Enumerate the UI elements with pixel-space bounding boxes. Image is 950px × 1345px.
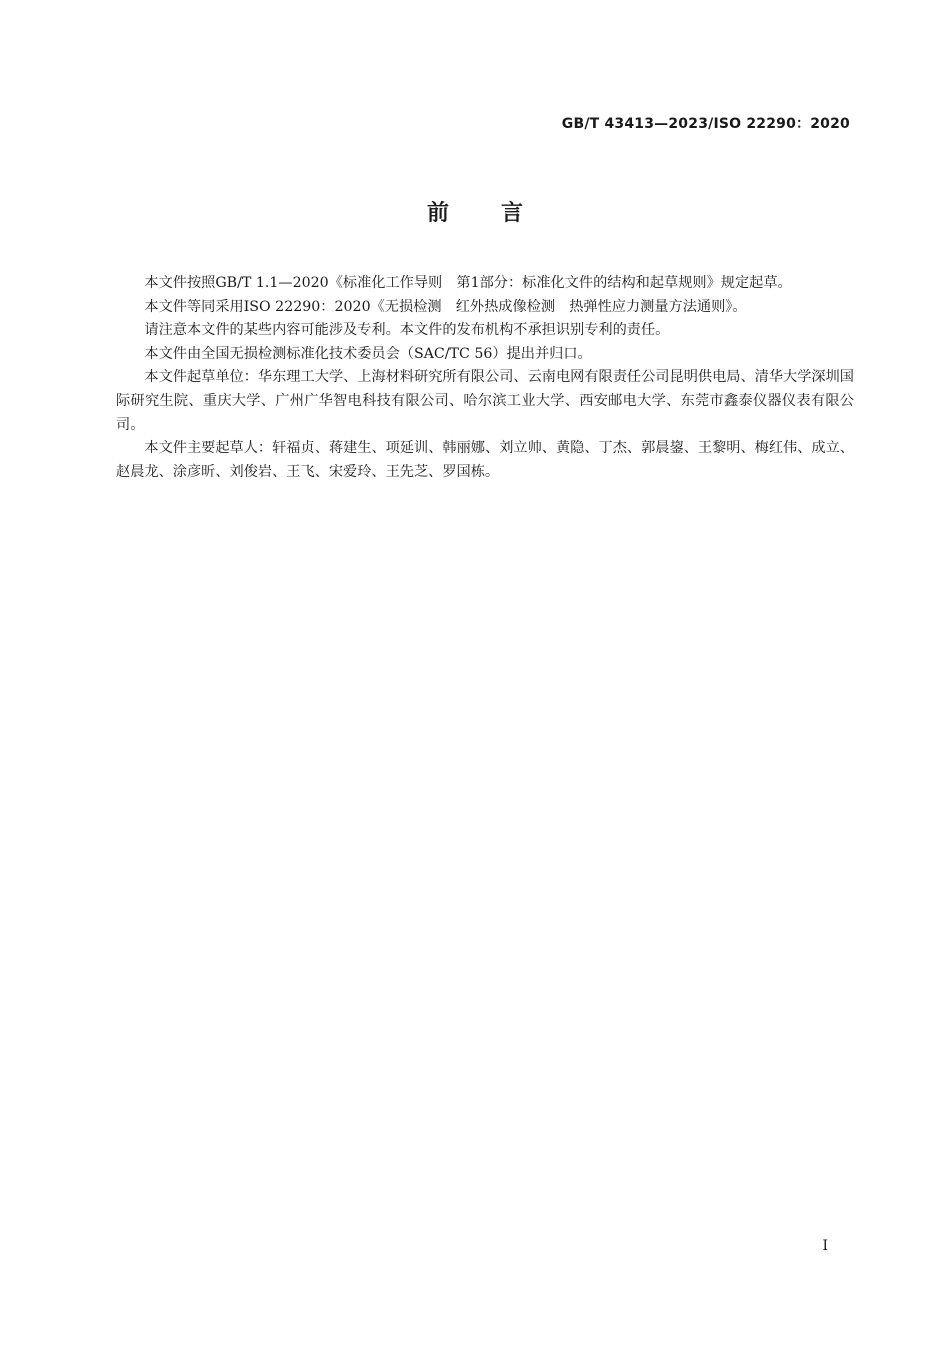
- foreword-body: [116, 272, 854, 484]
- page-title: 前言: [426, 201, 575, 226]
- paragraph-drafters: 本文件主要起草人：轩福贞、蒋建生、项延训、韩丽娜、刘立帅、黄隐、丁杰、郭晨鋆、王黎明、梅红伟、成立、赵晨龙、涂彦昕、刘俊岩、王飞、宋爱玲、王先芝、罗国栋。: [116, 440, 854, 480]
- paragraph-drafting-units: 本文件起草单位：华东理工大学、上海材料研究所有限公司、云南电网有限责任公司昆明供电局、清华大学深圳国际研究生院、重庆大学、广州广华智电科技有限公司、哈尔滨工业大学、西安邮电大学、东莞市鑫泰仪器仪表有限公司。: [116, 369, 854, 433]
- paragraph-drafting-rules: 本文件按照GB/T 1.1—2020《标准化工作导则 第1部分：标准化文件的结构和起草规则》规定起草。: [144, 275, 792, 291]
- page-number: I: [822, 1238, 828, 1254]
- standard-code: GB/T 43413—2023/ISO 22290：2020: [561, 116, 850, 132]
- paragraph-iso-adoption: 本文件等同采用ISO 22290：2020《无损检测 红外热成像检测 热弹性应力测量方法通则》。: [144, 298, 747, 315]
- paragraph-committee: 本文件由全国无损检测标准化技术委员会（SAC/TC 56）提出并归口。: [144, 345, 592, 362]
- paragraph-patent-notice: 请注意本文件的某些内容可能涉及专利。本文件的发布机构不承担识别专利的责任。: [144, 322, 670, 339]
